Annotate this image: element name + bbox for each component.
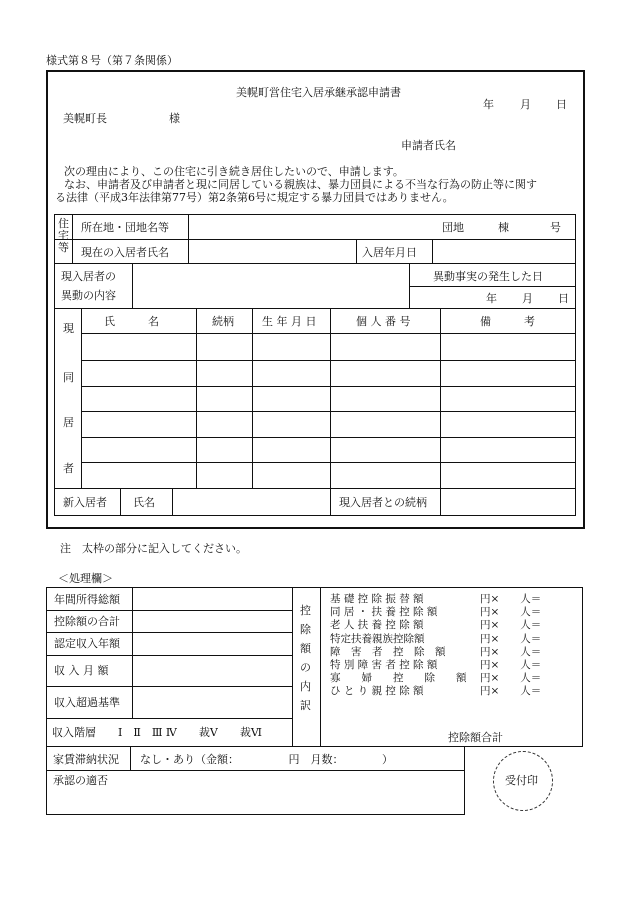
statement-line-3: る法律（平成3年法律第77号）第2条第6号に規定する暴力団員ではありません。 (55, 191, 454, 204)
inner-table (54, 214, 576, 516)
tou-label: 棟 (498, 221, 509, 234)
col-name: 氏 名 (104, 315, 159, 328)
move-in-date-label: 入居年月日 (362, 246, 417, 259)
proc-row-deduction-total: 控除額の合計 (54, 615, 120, 628)
date-day: 日 (556, 98, 567, 111)
income-class-label: 収入階層 (52, 726, 96, 739)
form-title: 美幌町営住宅入居承継承認申請書 (236, 86, 401, 99)
gou-label: 号 (550, 221, 561, 234)
cohab-side-4: 者 (63, 462, 74, 475)
rent-status-label: 家賃滞納状況 (53, 753, 119, 766)
new-resident-name-label: 氏名 (133, 496, 155, 509)
current-resident-label: 現在の入居者氏名 (81, 246, 169, 259)
statement-line-1: 次の理由により、この住宅に引き続き居住したいので、申請します。 (64, 165, 404, 178)
receipt-stamp-label: 受付印 (505, 774, 538, 787)
change-day: 日 (558, 292, 569, 305)
note: 注 太枠の部分に記入してください。 (60, 542, 247, 555)
col-remarks: 備 考 (480, 315, 535, 328)
deduction-breakdown-label: 控 除 額 の 内 訳 (300, 604, 311, 712)
proc-row-certified-income: 認定収入年額 (54, 637, 120, 650)
form-number: 様式第８号（第７条関係） (46, 54, 178, 67)
col-relation: 続柄 (212, 315, 234, 328)
addressee-honorific: 様 (169, 112, 180, 125)
deduction-units: 円× 人＝ 円× 人＝ 円× 人＝ 円× 人＝ 円× 人＝ 円× 人＝ 円× 人＝ 円× 人＝ (480, 593, 542, 698)
statement-line-2: なお、申請者及び申請者と現に同居している親族は、暴力団員による不当な行為の防止等に関す (64, 178, 537, 191)
rent-status-value: なし・あり（金額： 円 月数： ） (140, 753, 393, 766)
cohab-side-2: 同 (63, 371, 74, 384)
change-label-2: 異動の内容 (61, 289, 116, 302)
processing-header: ＜処理欄＞ (58, 572, 113, 585)
date-month: 月 (520, 98, 531, 111)
approval-label: 承認の適否 (53, 774, 108, 787)
col-birthdate: 生 年 月 日 (262, 315, 317, 328)
location-label: 所在地・団地名等 (81, 221, 169, 234)
proc-row-monthly-income: 収 入 月 額 (54, 664, 109, 677)
date-year: 年 (483, 98, 494, 111)
change-label-1: 現入居者の (61, 270, 116, 283)
proc-row-excess-standard: 収入超過基準 (54, 696, 120, 709)
change-date-label: 異動事実の発生した日 (433, 270, 543, 283)
change-month: 月 (522, 292, 533, 305)
deduction-names: 基 礎 控 除 振 替 額 同 居 ・ 扶 養 控 除 額 老 人 扶 養 控 除 額 特定扶養親族控除額 障 害 者 控 除 額 特 別 障 害 者 控 除 額 寡 婦 控 除 額 ひ と り 親 控 除 額 (330, 593, 467, 698)
deduction-total-label: 控除額合計 (448, 731, 503, 744)
cohab-side-3: 居 (63, 416, 74, 429)
proc-row-annual-income: 年間所得総額 (54, 593, 120, 606)
col-personal-number: 個 人 番 号 (356, 315, 411, 328)
new-resident-label: 新入居者 (63, 496, 107, 509)
relation-to-current-label: 現入居者との続柄 (339, 496, 427, 509)
addressee-name: 美幌町長 (63, 112, 107, 125)
applicant-name-label: 申請者氏名 (401, 139, 456, 152)
danchi-label: 団地 (442, 221, 464, 234)
income-class-values: Ⅰ Ⅱ Ⅲ Ⅳ 裁Ⅴ 裁Ⅵ (118, 726, 262, 739)
cohab-side-1: 現 (63, 322, 74, 335)
housing-side-label: 住 宅 等 (58, 217, 69, 254)
change-year: 年 (486, 292, 497, 305)
